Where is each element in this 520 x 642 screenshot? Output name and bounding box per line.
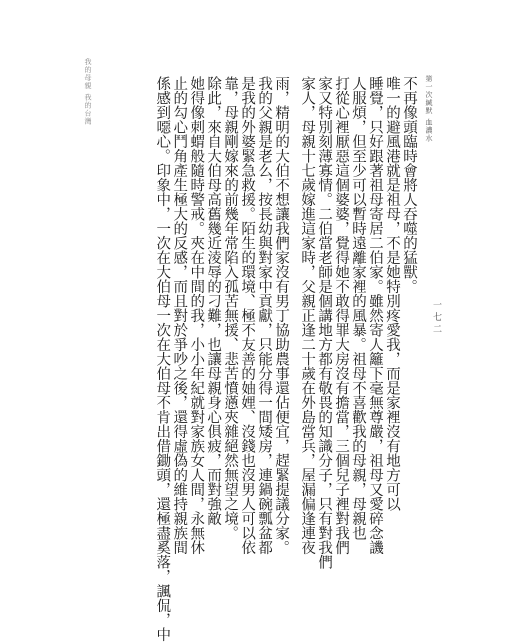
text-column: 雨，精明的大伯不想讓我們家沒有男丁協助農事還佔便宜，趕緊提議分家。 [273,76,290,555]
text-column: 是我的外婆緊急救援。陌生的環境、極不友善的妯娌、沒錢也沒男人可以依 [239,76,256,555]
chapter-header: 第一次緘默 血濃水 [425,75,433,143]
text-column: 係感到噁心。印象中，一次在大伯母一次在大伯母不肯出借鋤頭，還極盡奚落，諷侃，中 [154,76,171,642]
text-column: 除此，來自大伯母高舊幾近淩辱的刁難，也讓母親身心俱疲，而對強敵 [205,76,222,526]
text-column: 我的父親是老么，按長幼與對家中貢獻，只能分得一間矮房，連鍋碗瓢盆都 [256,76,273,555]
text-column: 家又特別刻薄寡情。二伯當老師是個講地方都有敬畏的知識分子，只有對我們 [316,76,333,569]
text-column: 唯一的避風港就是祖母，不是她特別疼愛我，而是家裡沒有地方可以 [384,76,401,511]
text-column: 靠，母親剛嫁來的前幾年常陷入孤苦無援、悲苦憤懣夾雜絕然無望之境。 [222,76,239,540]
text-column: 打從心裡厭惡這個婆婆，覺得她不敢得罪大房沒有擔當，三個兒子裡對我們 [333,76,350,555]
running-header: 我的母親 我的台灣 [84,58,92,126]
text-column: 止的勾心鬥角產生極大的反感，而且對於爭吵之後，還得虛偽的維持親族間 [171,76,188,555]
text-column: 她得像刺蝟般隨時警戒。夾在中間的我，小小年紀就對家族女人間，永無休 [188,76,205,555]
text-column: 睡覺，只好跟著祖母寄居二伯家。雖然寄人籬下毫無尊嚴，祖母又愛碎念譏 [367,76,384,555]
body-text [154,76,417,642]
page-number: 一七二 [431,300,441,336]
text-column: 人服煩，但至少可以暫時遠離家裡的風暴。祖母不喜歡我的母親，母親也 [350,76,367,540]
text-column: 不再像頭臨時會將人吞噬的猛獸。 [401,76,417,294]
text-column: 家人，母親十七歲嫁進這家時，父親正逢二十歲在外島當兵，屋漏偏逢連夜 [299,76,316,555]
